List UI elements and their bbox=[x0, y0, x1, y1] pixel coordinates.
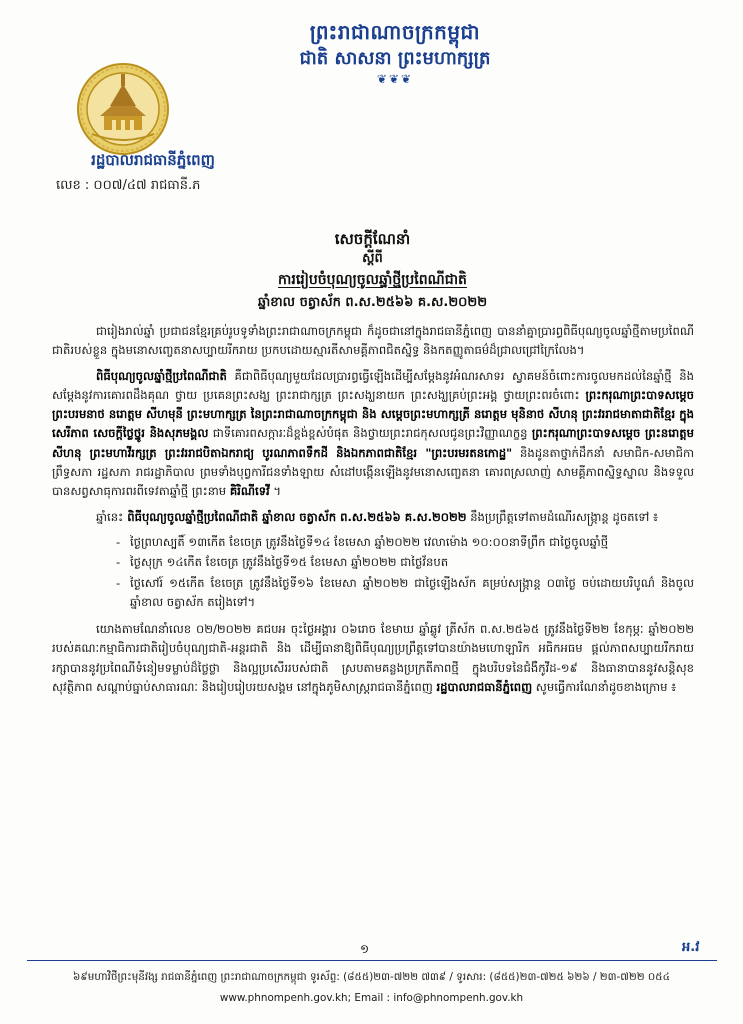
document-body bbox=[52, 322, 694, 703]
footer-contact bbox=[0, 988, 743, 1009]
administration-name-inline: រដ្ឋបាលរាជធានីភ្នំពេញ bbox=[436, 680, 533, 695]
schedule-item: - ថ្ងៃសៅរ៍ ១៥កើត ខែចេត្រ ត្រូវនឹងថ្ងៃទី១៦ ខែមេសា ឆ្នាំ២០២២ ជាថ្ងៃឡើងស័ក គម្រប់សង្ក្រាន្ត ០៣ថ្ងៃ ចប់ដោយបរិបូណ៌ និងចូលឆ្នាំខាល ចត្វាស័ក តរៀងទៅ។ bbox=[130, 574, 694, 613]
paragraph-4 bbox=[52, 620, 694, 697]
footer-address: ៦៩មហាវិថីព្រះមុនីវង្ស រាជធានីភ្នំពេញ ព្រះរាជាណាចក្រកម្ពុជា ទូរស័ព្ទ: (៨៥៥)២៣-៧២២ ៧៣៩ / ទូរសារ: (៨៥៥)២៣-៧២៥ ៦២៦ / ២៣-៧២២ ០៥៤ bbox=[73, 971, 670, 983]
festival-name: ពិធីបុណ្យចូលឆ្នាំថ្មីប្រពៃណីជាតិ bbox=[96, 368, 227, 383]
festival-year-title: ពិធីបុណ្យចូលឆ្នាំថ្មីប្រពៃណីជាតិ ឆ្នាំខាល ចត្វាស័ក ព.ស.២៥៦៦ គ.ស.២០២២ bbox=[123, 509, 467, 524]
ornament-divider: ❦❦❦ bbox=[376, 72, 414, 86]
schedule-list bbox=[52, 533, 694, 612]
reference-number: លេខ : ០០៧/៤៧ រាជធានី.ភ bbox=[56, 178, 201, 193]
municipal-seal-icon bbox=[76, 62, 170, 156]
national-motto: ជាតិ សាសនា ព្រះមហាក្សត្រ bbox=[299, 48, 491, 69]
website-link[interactable]: www.phnompenh.gov.kh bbox=[219, 992, 348, 1004]
issuing-administration: រដ្ឋបាលរាជធានីភ្នំពេញ bbox=[91, 151, 215, 169]
paragraph-4-text-b: សូមធ្វើការណែនាំដូចខាងក្រោម ៖ bbox=[532, 680, 677, 695]
paragraph-3-label: ឆ្នាំនេះ bbox=[96, 509, 124, 524]
document-type: សេចក្តីណែនាំ bbox=[334, 230, 411, 248]
paragraph-1: ជារៀងរាល់ឆ្នាំ ប្រជាជនខ្មែរគ្រប់រូបទូទាំងព្រះរាជាណាចក្រកម្ពុជា ក៏ដូចជានៅក្នុងរាជធានីភ្នំពេញ បាននាំគ្នាប្រារព្ធពិធីបុណ្យចូលឆ្នាំថ្មីតាមប្រពៃណីជាតិរបស់ខ្លួន ក្នុងមនោសញ្ចេតនាសប្បាយរីករាយ ប្រកបដោយស្មារតីសាមគ្គីភាពជិតស្និទ្ធ និងកតញ្ញូតាធម៌ដ៏ជ្រាលជ្រៅក្រៃលែង។ bbox=[52, 324, 694, 358]
email-link[interactable]: info@phnompenh.gov.kh bbox=[393, 992, 524, 1004]
title-about: ស្តីពី bbox=[362, 251, 383, 266]
paragraph-4-text-a: យោងតាមណែនាំលេខ ០២/២០២២ គជបអ ចុះថ្ងៃអង្គារ ០៦រោច ខែមាឃ ឆ្នាំឆ្លូវ ត្រីស័ក ព.ស.២៥៦៥ ត្រូវនឹងថ្ងៃទី២២ ខែកុម្ភៈ ឆ្នាំ២០២២ របស់គណៈកម្មាធិការជាតិរៀបចំបុណ្យជាតិ-អន្តរជាតិ និង ដើម្បីធានាឱ្យពិធីបុណ្យប្រព្រឹត្តទៅបានយ៉ាងមហោឡារិក អធិកអធម ផ្តល់ភាពសប្បាយរីករាយ រក្សាបាននូវប្រពៃណីទំនៀមទម្លាប់ដ៏ថ្លៃថ្លា និងល្អប្រសើររបស់ជាតិ ស្របតាមគន្លងប្រក្រតីភាពថ្មី ក្នុងបរិបទនៃជំងឺកូវីដ-១៩ និងធានាបាននូវសន្តិសុខ សុវត្ថិភាព សណ្តាប់ធ្នាប់សាធារណៈ និងរៀបរៀបរយសង្គម នៅក្នុងភូមិសាស្ត្ររាជធានីភ្នំពេញ bbox=[52, 622, 694, 695]
footer-separator: ; Email : bbox=[347, 992, 394, 1004]
handwritten-initials: អ.វ bbox=[682, 940, 700, 955]
kingdom-name: ព្រះរាជាណាចក្រកម្ពុជា bbox=[309, 20, 481, 44]
footer-divider bbox=[27, 960, 717, 961]
paragraph-2-end: ។ bbox=[269, 484, 282, 499]
king-father-title: ព្រះករុណាព្រះបាទសម្តេច ព្រះនរោត្តម សីហនុ ព្រះមហាវីរក្សត្រ ព្រះវររាជបិតាឯករាជ្យ បូរណភាពទឹកដី និងឯកភាពជាតិខ្មែរ "ព្រះបរមរតនកោដ្ឋ" bbox=[52, 426, 695, 460]
document-title-block bbox=[150, 228, 595, 314]
schedule-item: - ថ្ងៃព្រហស្បតិ៍ ១៣កើត ខែចេត្រ ត្រូវនឹងថ្ងៃទី១៤ ខែមេសា ឆ្នាំ២០២២ វេលាម៉ោង ១០:០០នាទីព្រឹក ជាថ្ងៃចូលឆ្នាំថ្មី bbox=[130, 533, 694, 552]
paragraph-2 bbox=[52, 367, 694, 502]
paragraph-2-text-a: គឺជាពិធីបុណ្យមួយដែលប្រារព្ធធ្វើឡើងដើម្បីសម្តែងនូវអំណរសាទរ ស្វាគមន៍ចំពោះការចូលមកដល់នៃឆ្នាំថ្មី និងសម្តែងនូវការគោរពដឹងគុណ ថ្វាយ ប្រគេនព្រះសង្ឃ ព្រះរាជាក្សត្រ ព្រះសង្ឃនាយក ព្រះសង្ឃគ្រប់ព្រះអង្គ ថ្វាយព្រះពរចំពោះ bbox=[52, 368, 694, 402]
kingdom-header bbox=[250, 18, 540, 86]
paragraph-3 bbox=[52, 508, 694, 527]
king-title: ព្រះករុណាព្រះបាទសម្តេចព្រះបរមនាថ នរោត្តម សីហមុនី ព្រះមហាក្សត្រ នៃព្រះរាជាណាចក្រកម្ពុជា និង សម្តេចព្រះមហាក្សត្រី នរោត្តម មុនិនាថ សីហនុ ព្រះវររាជមាតាជាតិខ្មែរ ក្នុងសេរីភាព សេចក្តីថ្លៃថ្នូរ និងសុភមង្គល bbox=[52, 387, 694, 441]
document-subject: ការរៀបចំបុណ្យចូលឆ្នាំថ្មីប្រពៃណីជាតិ bbox=[278, 272, 467, 288]
new-year-deity: គិរិណីទេវី bbox=[229, 484, 270, 499]
paragraph-2-text-b: ជាទីគោរពសក្ការៈដ៏ខ្ពង់ខ្ពស់បំផុត និងថ្វាយព្រះរាជកុសលជូនព្រះវិញ្ញាណក្ខន្ធ bbox=[208, 426, 532, 441]
footer bbox=[0, 960, 743, 1009]
paragraph-3-tail: នឹងប្រព្រឹត្តទៅតាមដំណើរសង្ក្រាន្ត ដូចតទៅ ៖ bbox=[466, 509, 659, 524]
schedule-item: - ថ្ងៃសុក្រ ១៤កើត ខែចេត្រ ត្រូវនឹងថ្ងៃទី១៥ ខែមេសា ឆ្នាំ២០២២ ជាថ្ងៃវ័នបត bbox=[130, 553, 694, 572]
page-number: ១ bbox=[360, 942, 370, 956]
paragraph-2-text-c: និងដូនតាថ្នាក់ដឹកនាំ សមាជិក-សមាជិកាព្រឹទ្ធសភា រដ្ឋសភា រាជរដ្ឋាភិបាល ព្រមទាំងបុព្វការីជនទាំងឡាយ សំដៅបង្កើនឡើងនូវមនោសញ្ចេតនា គោរពស្រលាញ់ សាមគ្គីភាពស្និទ្ធស្នាល និងទទួលបានសព្វសាធុការពរពីទេវតាឆ្នាំថ្មី ព្រះនាម bbox=[52, 445, 694, 499]
document-year: ឆ្នាំខាល ចត្វាស័ក ព.ស.២៥៦៦ គ.ស.២០២២ bbox=[257, 295, 488, 310]
